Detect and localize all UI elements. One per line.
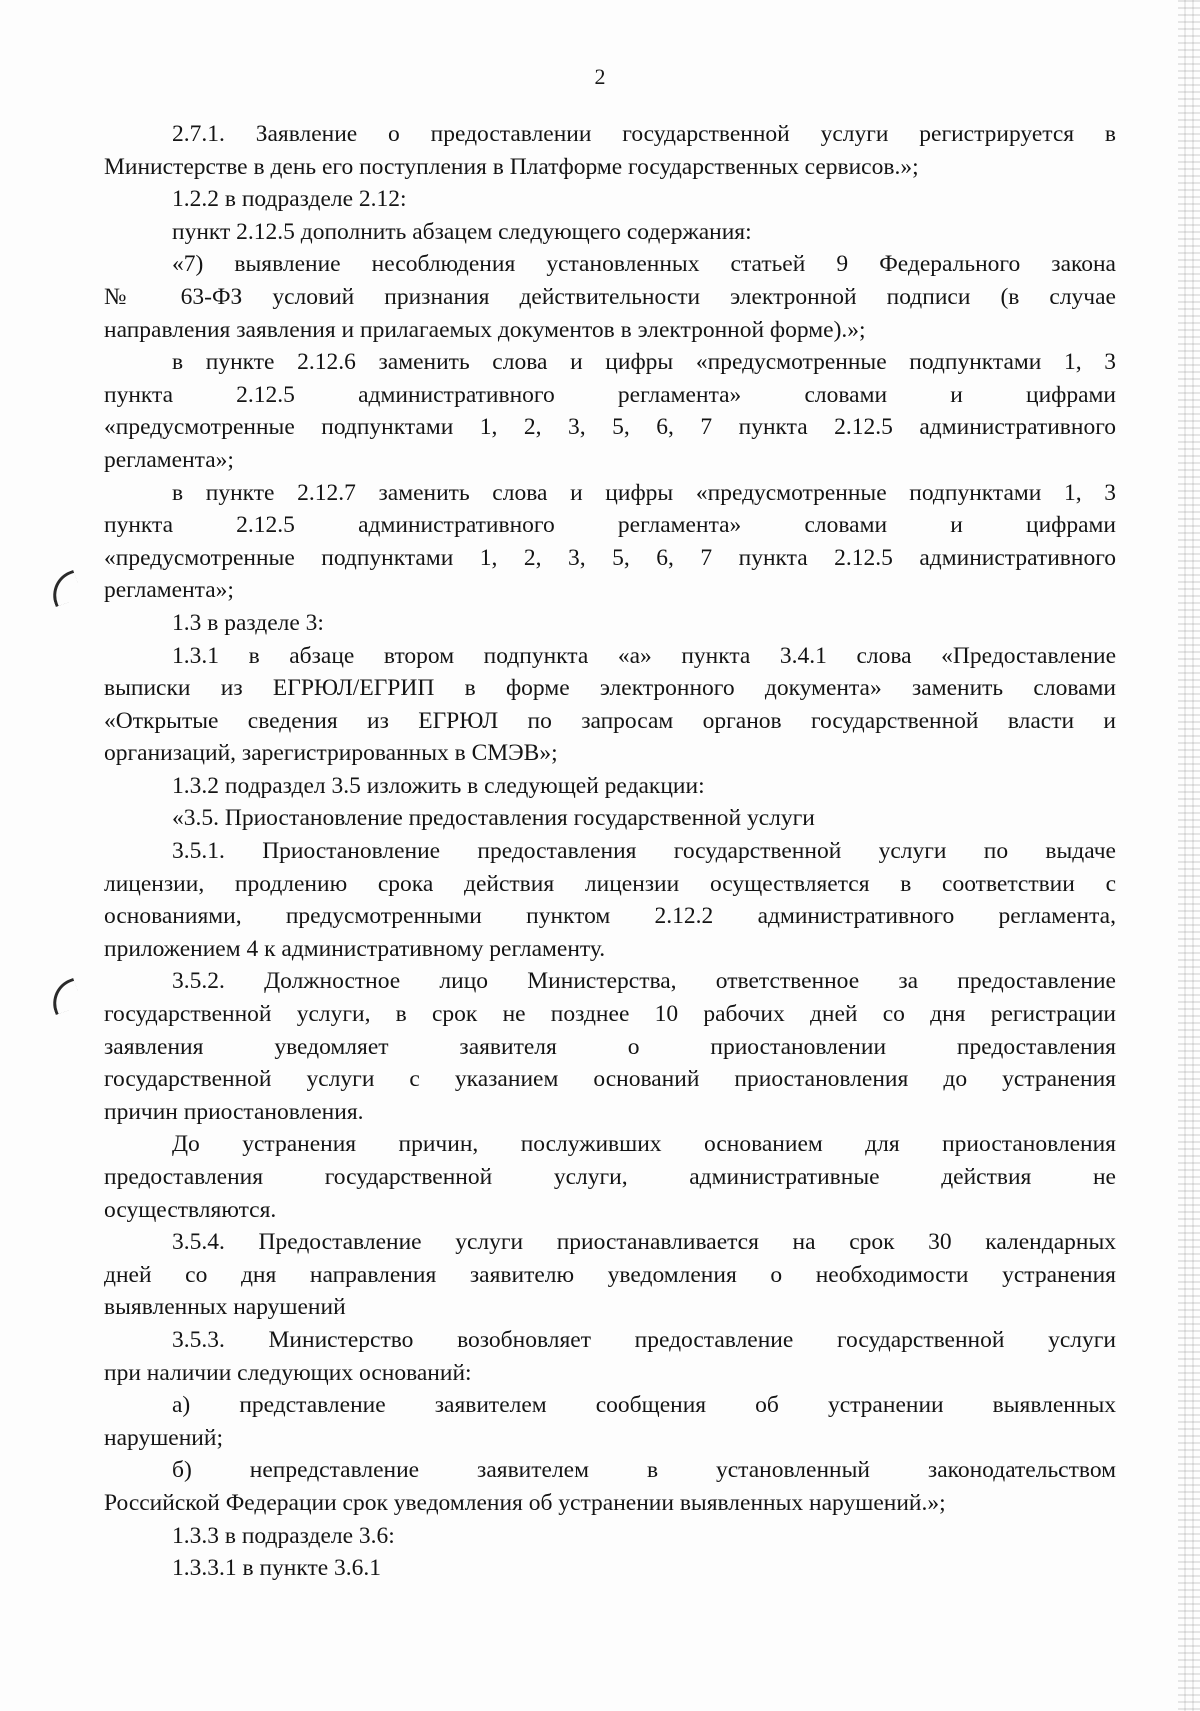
text-line: «предусмотренные подпунктами 1, 2, 3, 5, 6, 7 пункта 2.12.5 административного (104, 544, 1116, 571)
text-line: дней со дня направления заявителю уведомления о необходимости устранения (104, 1261, 1116, 1288)
text-line: 2.7.1. Заявление о предоставлении государственной услуги регистрируется в (172, 121, 1116, 147)
page-number: 2 (594, 64, 606, 89)
text-line: «Открытые сведения из ЕГРЮЛ по запросам органов государственной власти и (104, 707, 1116, 734)
text-line: регламента»; (104, 577, 234, 604)
text-line: при наличии следующих оснований: (104, 1359, 472, 1386)
text-line: «7) выявление несоблюдения установленных статьей 9 Федерального закона (172, 251, 1116, 278)
text-line: 3.5.4. Предоставление услуги приостанавливается на срок 30 календарных (172, 1229, 1116, 1256)
text-line: направления заявления и прилагаемых документов в электронной форме).»; (104, 316, 866, 343)
text-line: организаций, зарегистрированных в СМЭВ»; (104, 740, 558, 767)
text-line: пункта 2.12.5 административного регламента» словами и цифрами (104, 512, 1116, 539)
text-line: б) непредставление заявителем в установленный законодательством (172, 1457, 1116, 1484)
text-line: основаниями, предусмотренными пунктом 2.12.2 административного регламента, (104, 903, 1116, 930)
text-line: нарушений; (104, 1424, 223, 1451)
document-text (104, 118, 1116, 1585)
text-line: предоставления государственной услуги, административные действия не (104, 1164, 1116, 1190)
text-line: № 63-ФЗ условий признания действительности электронной подписи (в случае (104, 283, 1116, 310)
text-line: приложением 4 к административному регламенту. (104, 935, 606, 962)
binder-hole-mark (46, 570, 83, 607)
text-line: Российской Федерации срок уведомления об устранении выявленных нарушений.»; (104, 1489, 946, 1516)
text-line: регламента»; (104, 446, 234, 473)
text-line: выписки из ЕГРЮЛ/ЕГРИП в форме электронного документа» заменить словами (104, 675, 1116, 702)
text-line: 1.3.3 в подразделе 3.6: (172, 1522, 395, 1549)
text-line: 1.3.1 в абзаце втором подпункта «а» пункта 3.4.1 слова «Предоставление (172, 642, 1116, 669)
text-line: выявленных нарушений (104, 1294, 346, 1321)
text-line: 3.5.1. Приостановление предоставления государственной услуги по выдаче (172, 838, 1116, 865)
text-line: причин приостановления. (104, 1098, 364, 1125)
text-line: «3.5. Приостановление предоставления государственной услуги (172, 805, 815, 832)
text-line: 1.2.2 в подразделе 2.12: (172, 186, 407, 213)
text-line: 1.3 в разделе 3: (172, 609, 324, 636)
binder-hole-mark (46, 978, 83, 1015)
text-line: 3.5.3. Министерство возобновляет предоставление государственной услуги (172, 1326, 1116, 1353)
text-line: До устранения причин, послуживших основанием для приостановления (172, 1131, 1116, 1158)
text-line: пункт 2.12.5 дополнить абзацем следующего содержания: (172, 218, 752, 245)
text-line: в пункте 2.12.7 заменить слова и цифры «предусмотренные подпунктами 1, 3 (172, 479, 1116, 506)
text-line: а) представление заявителем сообщения об устранении выявленных (172, 1392, 1116, 1419)
text-line: пункта 2.12.5 административного регламента» словами и цифрами (104, 381, 1116, 408)
text-line: государственной услуги с указанием оснований приостановления до устранения (104, 1066, 1116, 1093)
text-line: лицензии, продлению срока действия лицензии осуществляется в соответствии с (104, 870, 1116, 897)
text-line: в пункте 2.12.6 заменить слова и цифры «предусмотренные подпунктами 1, 3 (172, 349, 1116, 376)
text-line: государственной услуги, в срок не позднее 10 рабочих дней со дня регистрации (104, 1001, 1116, 1028)
text-line: заявления уведомляет заявителя о приостановлении предоставления (104, 1033, 1116, 1060)
text-line: «предусмотренные подпунктами 1, 2, 3, 5, 6, 7 пункта 2.12.5 административного (104, 414, 1116, 441)
text-line: Министерстве в день его поступления в Платформе государственных сервисов.»; (104, 153, 919, 180)
text-line: 1.3.3.1 в пункте 3.6.1 (172, 1555, 382, 1582)
text-line: 1.3.2 подраздел 3.5 изложить в следующей редакции: (172, 772, 705, 799)
text-line: 3.5.2. Должностное лицо Министерства, ответственное за предоставление (172, 968, 1116, 995)
text-line: осуществляются. (104, 1196, 277, 1223)
scan-edge-artifact (1178, 0, 1200, 1711)
